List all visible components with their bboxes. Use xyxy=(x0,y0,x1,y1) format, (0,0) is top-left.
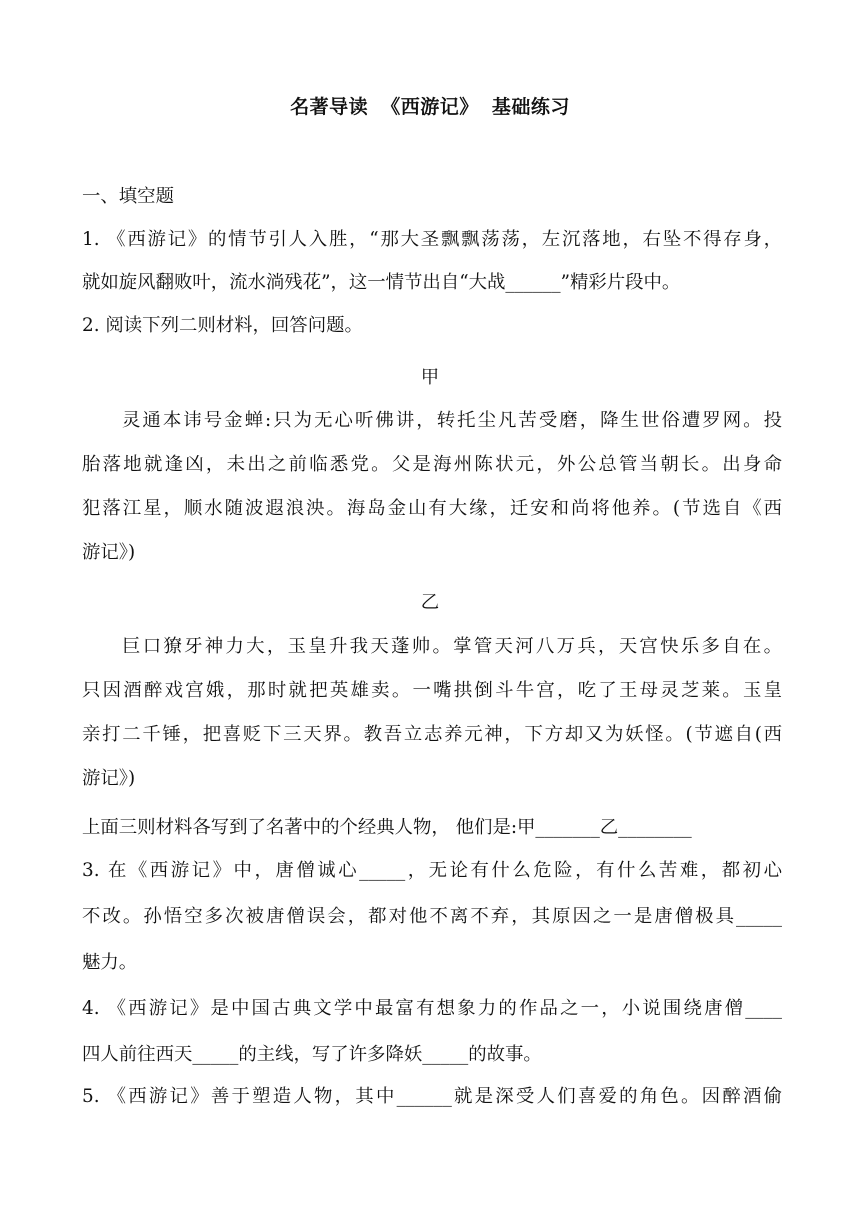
material-yi-line-1: 巨口獠牙神力大，玉皇升我天蓬帅。掌管天河八万兵，天宫快乐多自在。 xyxy=(122,636,782,657)
material-yi-line-2: 只因酒醉戏宫娥，那时就把英雄卖。一嘴拱倒斗牛宫，吃了王母灵芝莱。玉皇 xyxy=(82,680,782,701)
material-jia-line-3: 犯落江星，顺水随波遐浪泱。海岛金山有大缘，迁安和尚将他养。(节选自《西 xyxy=(82,498,782,519)
material-yi-line-4: 游记》) xyxy=(82,768,136,789)
material-jia-line-4: 游记》) xyxy=(82,542,136,563)
question-4-line-1: 4. 《西游记》是中国古典文学中最富有想象力的作品之一，小说围绕唐僧____ xyxy=(82,998,782,1019)
question-2-answer-line: 上面三则材料各写到了名著中的个经典人物， 他们是:甲_______乙________ xyxy=(82,817,692,838)
question-1-line-2: 就如旋风翻败叶，流水淌残花”，这一情节出自“大战______”精彩片段中。 xyxy=(82,272,681,293)
material-yi-label: 乙 xyxy=(420,592,440,613)
question-3-line-2: 不改。孙悟空多次被唐僧误会，都对他不离不弃，其原因之一是唐僧极具_____ xyxy=(82,906,782,927)
page-title: 名著导读 《西游记》 基础练习 xyxy=(290,96,570,118)
question-4-line-2: 四人前往西天_____的主线，写了许多降妖_____的故事。 xyxy=(82,1044,542,1065)
section-heading: 一、填空题 xyxy=(82,186,174,207)
material-yi-line-3: 亲打二千锤，把喜贬下三天界。教吾立志养元神，下方却又为妖怪。(节遮自(西 xyxy=(82,724,782,745)
question-2-prompt: 2. 阅读下列二则材料，回答问题。 xyxy=(82,315,363,336)
question-3-line-1: 3. 在《西游记》中，唐僧诚心_____，无论有什么危险，有什么苦难，都初心 xyxy=(82,860,782,881)
question-1-line-1: 1. 《西游记》的情节引人入胜，“那大圣飘飘荡荡，左沉落地，右坠不得存身， xyxy=(82,229,782,250)
material-jia-label: 甲 xyxy=(420,367,440,388)
question-3-line-3: 魅力。 xyxy=(82,952,138,973)
question-5-line-1: 5. 《西游记》善于塑造人物，其中______就是深受人们喜爱的角色。因醉酒偷 xyxy=(82,1086,782,1107)
material-jia-line-1: 灵通本讳号金蝉:只为无心听佛讲，转托尘凡苦受磨，降生世俗遭罗网。投 xyxy=(122,410,782,431)
material-jia-line-2: 胎落地就逢凶，未出之前临悉党。父是海州陈状元，外公总管当朝长。出身命 xyxy=(82,454,782,475)
